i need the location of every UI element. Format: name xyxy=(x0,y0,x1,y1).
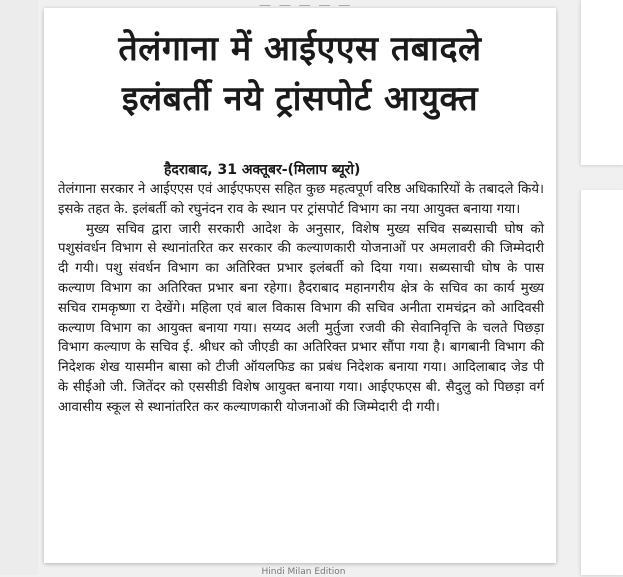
headline-line-2: इलंबर्ती नये ट्रांसपोर्ट आयुक्त xyxy=(121,79,479,119)
news-clipping xyxy=(44,0,556,563)
headline-line-1: तेलंगाना में आईएएस तबादले xyxy=(118,29,482,69)
headline xyxy=(44,24,556,124)
cropped-header-fragment: — — — — — xyxy=(259,0,353,12)
article-paragraph: मुख्य सचिव द्वारा जारी सरकारी आदेश के अनुसार, विशेष मुख्य सचिव सब्यसाची घोष को पशुसंवर्धन विभाग से स्थानांतरित कर सरकार की कल्याणकारी योजनाओं पर अमलावरी की जिम्मेदारी दी गयी। पशु संवर्धन विभाग का अतिरिक्त प्रभार इलंबर्ती को दिया गया। सब्यसाची घोष के पास कल्याण विभाग का अतिरिक्त प्रभार बना रहेगा। हैदराबाद महानगरीय क्षेत्र के सचिव का कार्य मुख्य सचिव रामकृष्णा रा देखेंगे। महिला एवं बाल विकास विभाग की सचिव अनीता रामचंद्रन को आदिवसी कल्याण विभाग का आयुक्त बनाया गया। सय्यद अली मुर्तुजा रजवी की सेवानिवृत्ति के चलते पिछड़ा विभाग कल्याण के सचिव ई. श्रीधर को जीएडी का अतिरिक्त प्रभार सौंपा गया है। बागबानी विभाग की निदेशक शेख यासमीन बासा को टीजी ऑयलफिड का प्रबंध निदेशक बनाया गया। आदिलाबाद जेड पी के सीईओ जी. जितेंदर को एससीडी विशेष आयुक्त बनाया गया। आईएफएस बी. सैदुलु को पिछड़ा वर्ग आवासीय स्कूल से स्थानांतरित कर कल्याणकारी योजनाओं की जिम्मेदारी दी गयी। xyxy=(58,221,544,415)
edition-footer xyxy=(0,567,623,577)
edition-label: Hindi Milan Edition xyxy=(261,567,346,577)
adjacent-page-thumbnail[interactable] xyxy=(580,0,623,165)
adjacent-page-thumbnail[interactable] xyxy=(580,190,623,575)
dateline: हैदराबाद, 31 अक्तूबर-(मिलाप ब्यूरो) xyxy=(164,162,361,178)
article-paragraph: तेलंगाना सरकार ने आईएएस एवं आईएफएस सहित कुछ महत्वपूर्ण वरिष्ठ अधिकारियों के तबादले किये। इसके तहत के. इलंबर्ती को रघुनंदन राव के स्थान पर ट्रांसपोर्ट विभाग का नया आयुक्त बनाया गया। xyxy=(58,182,544,217)
article-body xyxy=(58,180,544,418)
viewer-left-margin xyxy=(0,0,38,575)
